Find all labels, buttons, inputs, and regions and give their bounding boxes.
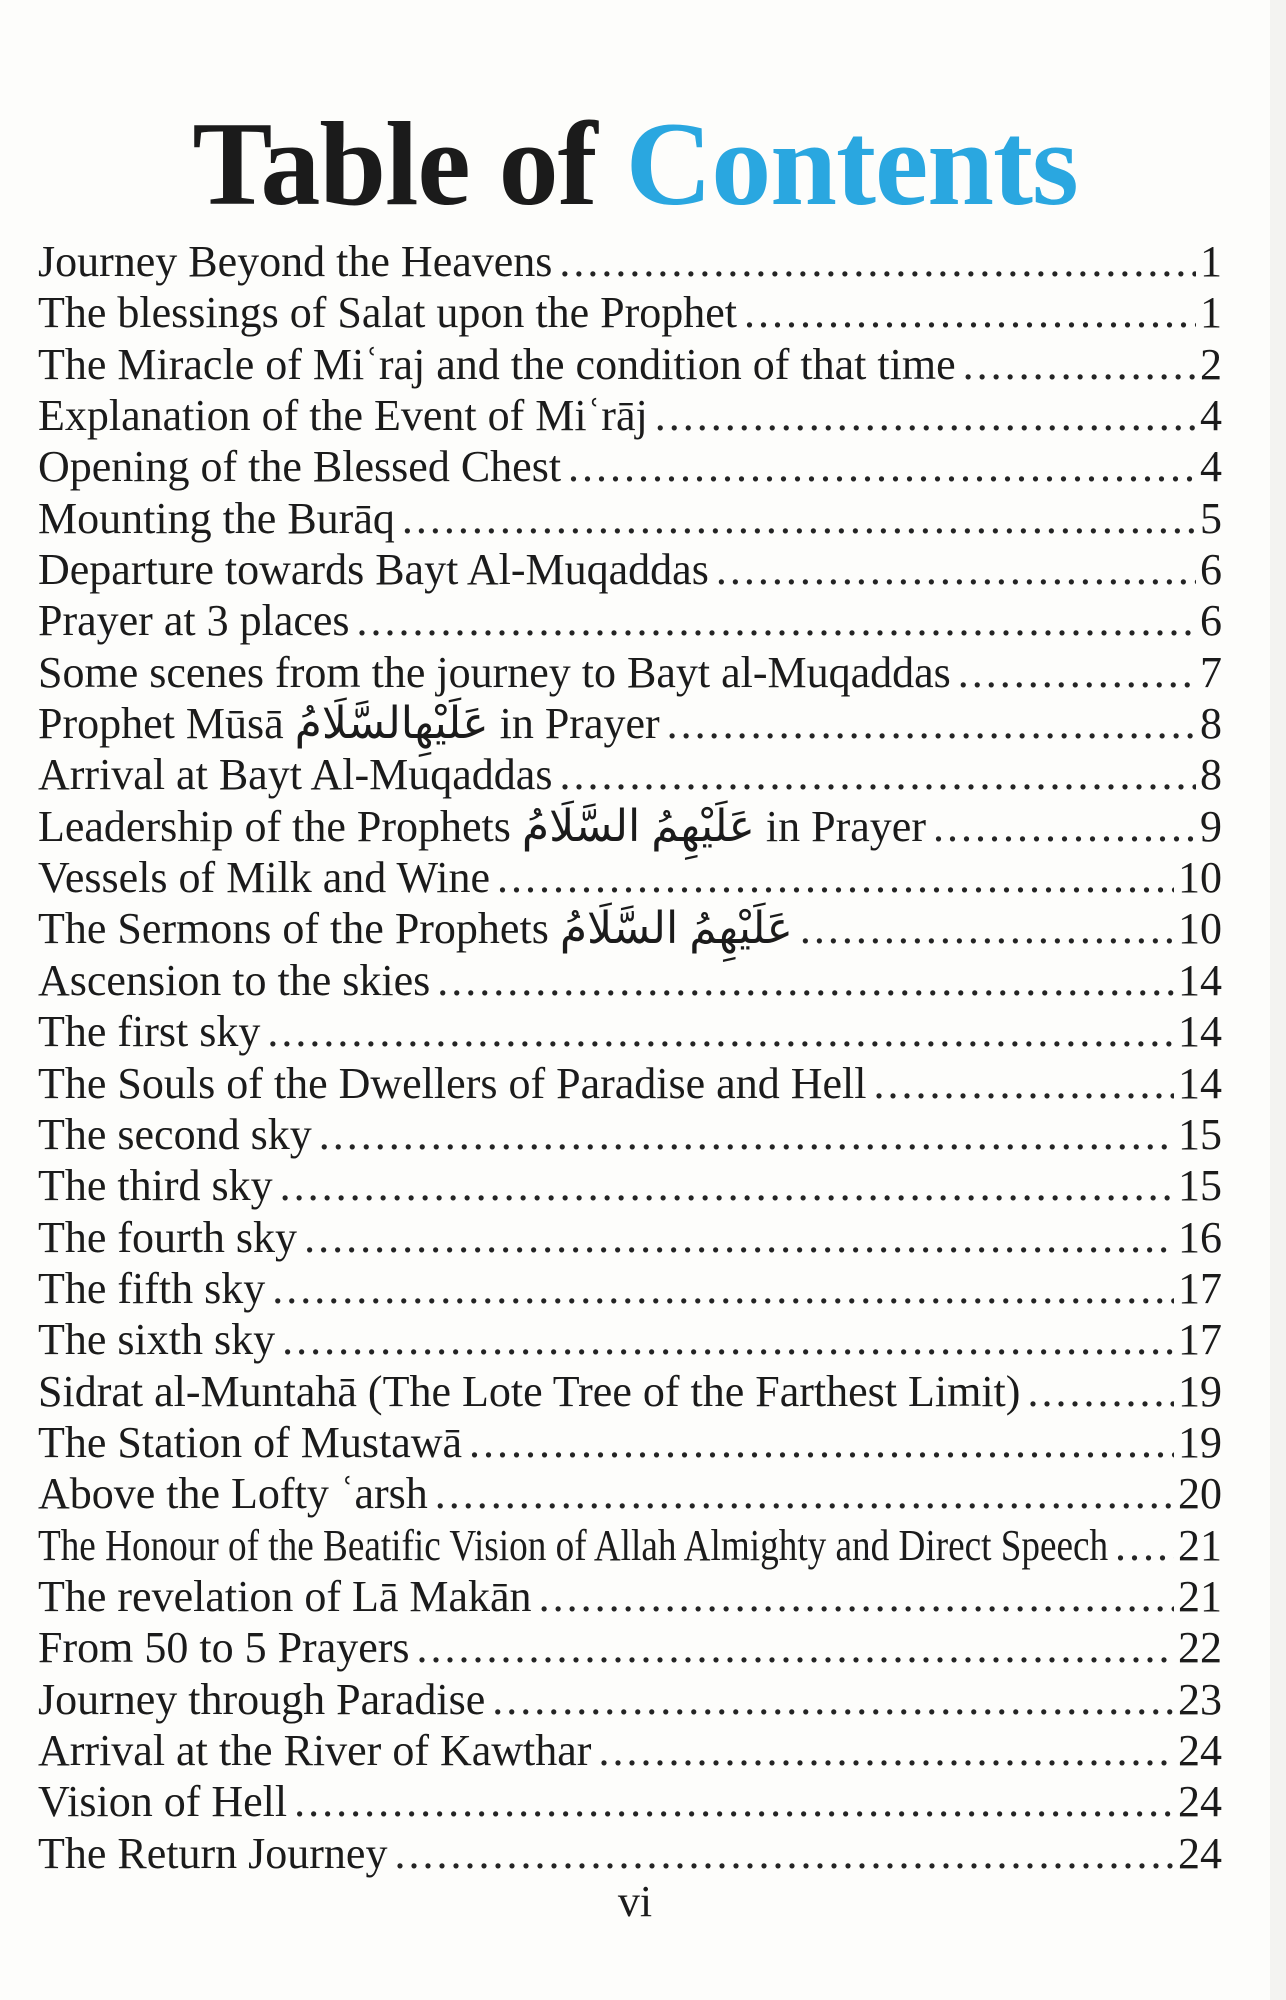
dot-leader xyxy=(716,544,1196,595)
toc-entry-page-number: 10 xyxy=(1178,853,1222,903)
dot-leader xyxy=(559,749,1196,800)
toc-entry-page-number: 14 xyxy=(1178,955,1222,1005)
toc-entry-label-text: Vessels of Milk and Wine xyxy=(38,853,491,903)
toc-entry-label xyxy=(38,1109,312,1160)
toc-entry-page-number: 8 xyxy=(1200,699,1222,749)
toc-entry-page-number: 7 xyxy=(1200,647,1222,697)
toc-entry-page-number: 17 xyxy=(1178,1315,1222,1365)
toc-entry-page-number: 22 xyxy=(1178,1623,1222,1673)
dot-leader xyxy=(267,1006,1174,1057)
toc-entry-label xyxy=(38,1828,387,1879)
dot-leader xyxy=(294,1776,1174,1827)
toc-entry xyxy=(38,1006,1222,1057)
toc-entry-label xyxy=(38,441,561,492)
toc-entry xyxy=(38,339,1222,390)
page-title-black-part: Table of xyxy=(192,97,597,231)
toc-entry xyxy=(38,1160,1222,1211)
toc-entry-label-text: Journey Beyond the Heavens xyxy=(38,237,553,286)
toc-entry xyxy=(38,1571,1222,1622)
toc-entry xyxy=(38,1417,1222,1468)
toc-entry-label xyxy=(38,1314,275,1365)
toc-entry-label-text: Explanation of the Event of Miʿrāj xyxy=(38,391,648,441)
toc-entry-label-text: The Souls of the Dwellers of Paradise and Hell xyxy=(38,1058,867,1108)
dot-leader xyxy=(933,801,1196,852)
dot-leader xyxy=(1027,1366,1174,1417)
toc-entry-label-text: Ascension to the skies xyxy=(38,955,431,1005)
dot-leader xyxy=(282,1314,1174,1365)
toc-entry-label-text: The blessings of Salat upon the Prophet xyxy=(38,288,738,338)
toc-entry-label xyxy=(38,1417,462,1468)
dot-leader xyxy=(598,1725,1174,1776)
dot-leader xyxy=(492,1674,1174,1725)
dot-leader xyxy=(272,1263,1174,1314)
page-title xyxy=(0,97,1270,231)
dot-leader xyxy=(568,441,1196,492)
toc-entry-label xyxy=(38,595,350,646)
toc-entry xyxy=(38,1776,1222,1827)
toc-entry-label xyxy=(38,1006,260,1057)
dot-leader xyxy=(1115,1520,1174,1571)
toc-entry xyxy=(38,1520,1222,1571)
toc-entry xyxy=(38,1674,1222,1725)
toc-entry-page-number: 20 xyxy=(1178,1469,1222,1519)
toc-entry-page-number: 24 xyxy=(1178,1828,1222,1878)
toc-entry xyxy=(38,852,1222,903)
toc-entry-label xyxy=(38,287,737,338)
dot-leader xyxy=(469,1417,1174,1468)
toc-entry-label-text: Some scenes from the journey to Bayt al-Muqaddas xyxy=(38,647,951,697)
toc-entry-label xyxy=(38,698,660,749)
toc-entry-label xyxy=(38,1366,1020,1417)
toc-entry-label-text: Opening of the Blessed Chest xyxy=(38,442,562,492)
toc-entry-label xyxy=(38,801,926,852)
toc-entry xyxy=(38,1314,1222,1365)
toc-entry-label xyxy=(38,1725,591,1776)
toc-entry xyxy=(38,801,1222,852)
dot-leader xyxy=(437,955,1174,1006)
toc-entry-page-number: 15 xyxy=(1178,1109,1222,1159)
dot-leader xyxy=(402,493,1196,544)
toc-entry-label-text: Arrival at Bayt Al-Muqaddas xyxy=(38,750,553,800)
dot-leader xyxy=(800,903,1174,954)
toc-entry xyxy=(38,749,1222,800)
toc-entry-page-number: 8 xyxy=(1200,750,1222,800)
toc-entry-label xyxy=(38,390,648,441)
toc-entry xyxy=(38,1468,1222,1519)
toc-entry-page-number: 6 xyxy=(1200,596,1222,646)
dot-leader xyxy=(280,1160,1174,1211)
toc-entry-label-text: The fifth sky xyxy=(38,1263,266,1313)
toc-entry-label-text: Leadership of the Prophets عَلَيْهِمُ السَّلَامُ in Prayer xyxy=(38,801,926,851)
toc-entry-label-text: The Return Journey xyxy=(38,1828,388,1878)
toc-entry-label-text: Departure towards Bayt Al-Muqaddas xyxy=(38,545,709,595)
toc-entry-page-number: 9 xyxy=(1200,801,1222,851)
toc-entry-label-text: The sixth sky xyxy=(38,1315,276,1365)
toc-list xyxy=(38,236,1222,1879)
toc-entry-label xyxy=(38,544,709,595)
toc-entry-label-text: Journey through Paradise xyxy=(38,1674,486,1724)
toc-entry-label-text: Arrival at the River of Kawthar xyxy=(38,1725,592,1775)
dot-leader xyxy=(559,236,1196,287)
toc-entry xyxy=(38,1109,1222,1160)
toc-entry xyxy=(38,493,1222,544)
toc-entry xyxy=(38,287,1222,338)
scan-edge xyxy=(1270,0,1286,2000)
toc-entry-page-number: 4 xyxy=(1200,442,1222,492)
toc-entry xyxy=(38,1263,1222,1314)
dot-leader xyxy=(304,1212,1174,1263)
toc-entry-page-number: 19 xyxy=(1178,1366,1222,1416)
toc-entry-label-text: The Station of Mustawā xyxy=(38,1417,463,1467)
toc-entry xyxy=(38,1058,1222,1109)
toc-entry-label xyxy=(38,647,951,698)
toc-entry-label-text: The revelation of Lā Makān xyxy=(38,1571,532,1621)
toc-entry xyxy=(38,647,1222,698)
toc-entry-page-number: 15 xyxy=(1178,1161,1222,1211)
toc-entry xyxy=(38,903,1222,954)
toc-entry-label-text: Prayer at 3 places xyxy=(38,596,350,646)
toc-entry-page-number: 19 xyxy=(1178,1417,1222,1467)
toc-entry-page-number: 14 xyxy=(1178,1007,1222,1057)
toc-entry xyxy=(38,1366,1222,1417)
toc-entry-label-text: The Honour of the Beatific Vision of Allah Almighty and Direct Speech xyxy=(38,1520,1109,1570)
toc-entry-label-text: The first sky xyxy=(38,1007,261,1057)
toc-entry-page-number: 24 xyxy=(1178,1777,1222,1827)
toc-entry-label xyxy=(38,1468,428,1519)
dot-leader xyxy=(667,698,1196,749)
dot-leader xyxy=(497,852,1174,903)
toc-entry-label-text: Mounting the Burāq xyxy=(38,493,395,543)
toc-entry-label xyxy=(38,1571,532,1622)
toc-entry xyxy=(38,1212,1222,1263)
footer-page-number: vi xyxy=(617,1877,653,1926)
toc-entry-label-text: The Miracle of Miʿraj and the condition of that time xyxy=(38,339,956,389)
toc-entry xyxy=(38,544,1222,595)
toc-entry-label-text: The fourth sky xyxy=(38,1212,298,1262)
dot-leader xyxy=(357,595,1196,646)
dot-leader xyxy=(963,339,1196,390)
dot-leader xyxy=(435,1468,1174,1519)
dot-leader xyxy=(417,1622,1174,1673)
toc-entry-page-number: 1 xyxy=(1200,237,1222,286)
page-title-accent-part: Contents xyxy=(625,97,1078,231)
toc-entry-label xyxy=(38,1776,287,1827)
toc-entry-label xyxy=(38,1212,297,1263)
toc-entry-page-number: 5 xyxy=(1200,493,1222,543)
toc-entry xyxy=(38,236,1222,287)
toc-entry-page-number: 6 xyxy=(1200,545,1222,595)
toc-entry xyxy=(38,955,1222,1006)
toc-entry-label-text: The Sermons of the Prophets عَلَيْهِمُ السَّلَامُ xyxy=(38,904,793,954)
toc-entry-page-number: 10 xyxy=(1178,904,1222,954)
toc-entry-page-number: 4 xyxy=(1200,391,1222,441)
toc-entry-page-number: 21 xyxy=(1178,1571,1222,1621)
toc-entry-label-text: Prophet Mūsā عَلَيْهِالسَّلَامُ in Prayer xyxy=(38,699,660,749)
toc-entry-label xyxy=(38,1160,273,1211)
toc-entry-label-text: From 50 to 5 Prayers xyxy=(38,1623,410,1673)
toc-entry-label-text: The third sky xyxy=(38,1161,273,1211)
dot-leader xyxy=(655,390,1196,441)
toc-entry-label xyxy=(38,493,395,544)
toc-entry-label-text: Vision of Hell xyxy=(38,1777,288,1827)
toc-entry-page-number: 23 xyxy=(1178,1674,1222,1724)
toc-entry-page-number: 16 xyxy=(1178,1212,1222,1262)
dot-leader xyxy=(873,1058,1174,1109)
toc-entry-label xyxy=(38,1520,1108,1571)
toc-entry-page-number: 21 xyxy=(1178,1520,1222,1570)
toc-entry xyxy=(38,390,1222,441)
toc-entry-page-number: 14 xyxy=(1178,1058,1222,1108)
toc-entry-label-text: Sidrat al-Muntahā (The Lote Tree of the Farthest Limit) xyxy=(38,1366,1021,1416)
toc-entry xyxy=(38,1725,1222,1776)
dot-leader xyxy=(744,287,1196,338)
toc-entry-label xyxy=(38,955,430,1006)
toc-entry xyxy=(38,1828,1222,1879)
dot-leader xyxy=(539,1571,1174,1622)
toc-entry-label xyxy=(38,236,552,287)
dot-leader xyxy=(319,1109,1174,1160)
toc-entry-page-number: 2 xyxy=(1200,339,1222,389)
toc-entry-label xyxy=(38,852,490,903)
toc-entry-label-text: Above the Lofty ʿarsh xyxy=(38,1469,428,1519)
toc-entry-page-number: 1 xyxy=(1200,288,1222,338)
toc-entry-label xyxy=(38,903,793,954)
toc-entry xyxy=(38,441,1222,492)
toc-entry-label xyxy=(38,1058,866,1109)
toc-entry-page-number: 17 xyxy=(1178,1263,1222,1313)
toc-entry-label-text: The second sky xyxy=(38,1109,312,1159)
toc-entry xyxy=(38,698,1222,749)
toc-entry-page-number: 24 xyxy=(1178,1725,1222,1775)
toc-entry-label xyxy=(38,339,956,390)
toc-entry-label xyxy=(38,1622,410,1673)
dot-leader xyxy=(958,647,1196,698)
toc-entry xyxy=(38,1622,1222,1673)
toc-entry xyxy=(38,595,1222,646)
dot-leader xyxy=(394,1828,1174,1879)
toc-entry-label xyxy=(38,1263,265,1314)
toc-entry-label xyxy=(38,1674,485,1725)
toc-entry-label xyxy=(38,749,552,800)
